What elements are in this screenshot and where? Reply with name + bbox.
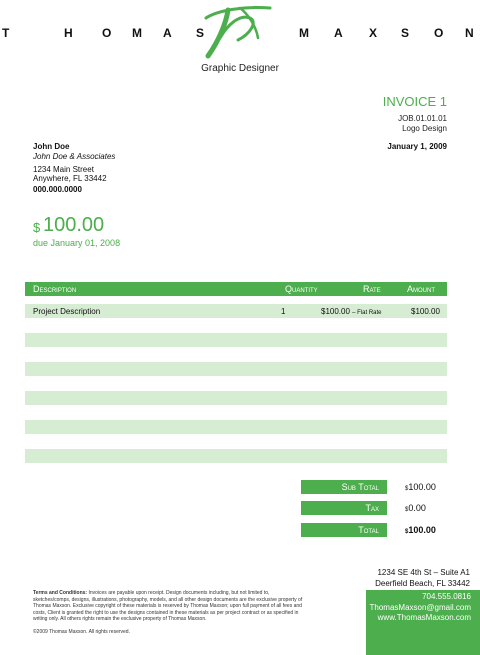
col-quantity: Quantity (285, 284, 318, 294)
job-number: JOB.01.01.01 (398, 114, 447, 123)
client-address-line2: Anywhere, FL 33442 (33, 174, 107, 183)
name-letter: O (434, 26, 444, 40)
table-row (25, 420, 447, 434)
logo-mark-icon (198, 4, 278, 60)
name-letter: A (334, 26, 343, 40)
name-letter: N (465, 26, 474, 40)
client-phone: 000.000.0000 (33, 185, 82, 194)
terms-text: Invoices are payable upon receipt. Design documents including, but not limited to, sketches/comps, designs, illustrations, photography, models, and all other design documents are the exclusive property of Thomas Maxson. Exclusive copyright of these materials is reserved by Thomas Maxson; upon full payment of all fees and costs, Client is granted the right to use the designs contained in these materials as per project contract or as specified in writing only. All others rights remain the exclusive property of Thomas Maxson. (33, 590, 303, 622)
col-amount: Amount (407, 284, 435, 294)
subtotal-label: Sub Total (301, 480, 387, 494)
name-letter: A (163, 26, 172, 40)
subtitle: Graphic Designer (201, 63, 279, 74)
amount-due-currency: $ (33, 220, 41, 235)
table-row (25, 391, 447, 405)
copyright: ©2009 Thomas Maxson. All rights reserved. (33, 629, 130, 635)
terms-and-conditions (33, 590, 303, 623)
row-rate (321, 307, 382, 316)
table-row (25, 449, 447, 463)
tax-currency: $ (405, 507, 409, 513)
col-description: Description (33, 284, 77, 294)
client-address-line1: 1234 Main Street (33, 165, 94, 174)
row-rate-value: $100.00 (321, 307, 350, 316)
table-row (25, 362, 447, 376)
invoice-date: January 1, 2009 (387, 142, 447, 151)
client-name: John Doe (33, 142, 70, 151)
total-value: 100.00 (408, 525, 436, 535)
due-date: due January 01, 2008 (33, 238, 121, 248)
name-letter: H (64, 26, 73, 40)
tax-amount (405, 503, 426, 513)
subtotal-amount (405, 482, 436, 492)
contact-box (366, 590, 480, 655)
col-rate: Rate (363, 284, 381, 294)
name-letter: M (132, 26, 142, 40)
tax-value: 0.00 (408, 503, 426, 513)
name-letter: S (196, 26, 205, 40)
name-letter: X (369, 26, 378, 40)
table-row (25, 304, 447, 318)
row-rate-note: – Flat Rate (352, 310, 382, 316)
job-description: Logo Design (402, 124, 447, 133)
footer-email-link[interactable]: ThomasMaxson@gmail.com (369, 603, 471, 612)
terms-label: Terms and Conditions: (33, 590, 88, 596)
subtotal-value: 100.00 (408, 482, 436, 492)
name-letter: S (401, 26, 410, 40)
total-label: Total (301, 523, 387, 537)
row-quantity: 1 (281, 307, 286, 316)
table-row (25, 333, 447, 347)
row-amount: $100.00 (411, 307, 440, 316)
invoice-title: INVOICE 1 (382, 94, 447, 109)
footer-address-line2: Deerfield Beach, FL 33442 (375, 579, 470, 588)
total-currency: $ (405, 529, 409, 535)
total-amount (405, 525, 436, 535)
footer-website-link[interactable]: www.ThomasMaxson.com (377, 613, 471, 622)
name-letter: M (299, 26, 309, 40)
tax-label: Tax (301, 501, 387, 515)
amount-due-value: 100.00 (43, 214, 105, 236)
table-header (25, 282, 447, 296)
footer-address-line1: 1234 SE 4th St – Suite A1 (377, 568, 470, 577)
name-letter: O (102, 26, 112, 40)
footer-phone: 704.555.0816 (422, 592, 471, 601)
subtotal-currency: $ (405, 486, 409, 492)
name-letter: T (2, 26, 10, 40)
client-company: John Doe & Associates (33, 152, 116, 161)
row-description: Project Description (33, 307, 101, 316)
